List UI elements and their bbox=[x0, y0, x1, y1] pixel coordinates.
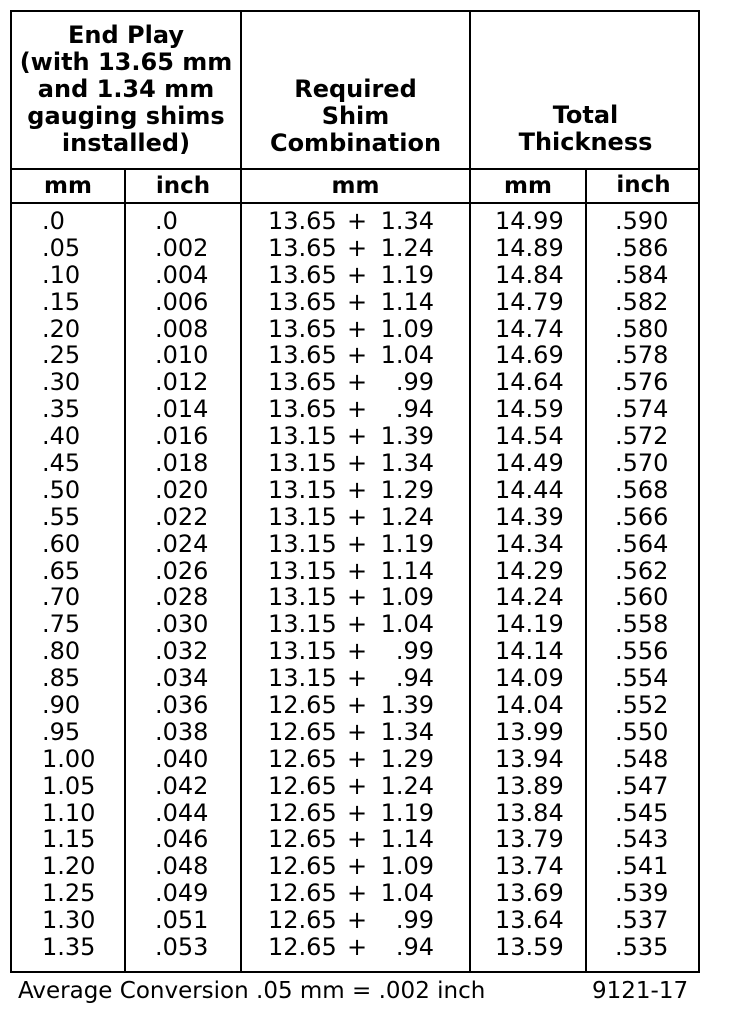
plus-sign: + bbox=[346, 422, 368, 451]
shim-b-value: 1.09 bbox=[380, 852, 434, 881]
total-inch-cell: .543 bbox=[615, 825, 669, 854]
plus-sign: + bbox=[346, 610, 368, 639]
shim-a-value: 13.15 bbox=[268, 664, 337, 693]
end-play-inch-cell: .040 bbox=[155, 744, 209, 773]
shim-a-value: 12.65 bbox=[268, 771, 337, 800]
end-play-mm-cell: .35 bbox=[42, 395, 81, 424]
shim-b-value: 1.24 bbox=[380, 233, 434, 262]
shim-a-value: 13.65 bbox=[268, 341, 337, 370]
total-inch-cell: .584 bbox=[615, 260, 669, 289]
total-inch-cell: .535 bbox=[615, 933, 669, 962]
end-play-mm-cell: .05 bbox=[42, 233, 81, 262]
plus-sign: + bbox=[346, 287, 368, 316]
end-play-mm-cell: 1.00 bbox=[42, 744, 96, 773]
end-play-mm-cell: .80 bbox=[42, 637, 81, 666]
total-inch-cell: .570 bbox=[615, 449, 669, 478]
column-end-play-mm bbox=[30, 208, 112, 961]
end-play-inch-cell: .032 bbox=[155, 637, 209, 666]
plus-sign: + bbox=[346, 341, 368, 370]
end-play-mm-cell: .75 bbox=[42, 610, 81, 639]
shim-combination-cell bbox=[268, 638, 448, 665]
header-end-play-line: and 1.34 mm bbox=[37, 75, 215, 103]
shim-a-value: 13.65 bbox=[268, 207, 337, 235]
shim-combination-cell bbox=[268, 934, 448, 961]
plus-sign: + bbox=[346, 583, 368, 612]
total-mm-cell: 13.69 bbox=[495, 879, 564, 908]
subheader-total-inch: inch bbox=[616, 172, 671, 198]
end-play-inch-cell: .036 bbox=[155, 691, 209, 720]
shim-b-value: 1.04 bbox=[380, 610, 434, 639]
shim-combination-cell bbox=[268, 719, 448, 746]
col-divider-4 bbox=[585, 170, 587, 973]
total-inch-cell: .580 bbox=[615, 314, 669, 343]
plus-sign: + bbox=[346, 933, 368, 962]
shim-combination-cell bbox=[268, 504, 448, 531]
header-total-line: Thickness bbox=[518, 128, 653, 156]
shim-combination-cell bbox=[268, 208, 448, 235]
shim-a-value: 13.15 bbox=[268, 449, 337, 478]
header-end-play-line: End Play bbox=[68, 21, 184, 49]
shim-combination-cell bbox=[268, 746, 448, 773]
end-play-mm-cell: .65 bbox=[42, 556, 81, 585]
plus-sign: + bbox=[346, 449, 368, 478]
end-play-inch-cell: .053 bbox=[155, 933, 209, 962]
header-end-play bbox=[12, 22, 240, 157]
shim-b-value: .99 bbox=[395, 906, 434, 935]
header-total-line: Total bbox=[552, 101, 619, 129]
total-mm-cell: 14.64 bbox=[495, 368, 564, 397]
column-total-inch bbox=[615, 208, 685, 961]
shim-b-value: 1.34 bbox=[380, 449, 434, 478]
shim-a-value: 12.65 bbox=[268, 933, 337, 962]
shim-b-value: 1.04 bbox=[380, 341, 434, 370]
end-play-mm-cell: .60 bbox=[42, 529, 81, 558]
total-mm-cell: 13.84 bbox=[495, 798, 564, 827]
end-play-mm-cell: 1.35 bbox=[42, 933, 96, 962]
shim-a-value: 13.15 bbox=[268, 610, 337, 639]
end-play-mm-cell: 1.25 bbox=[42, 879, 96, 908]
plus-sign: + bbox=[346, 529, 368, 558]
end-play-inch-cell: .042 bbox=[155, 771, 209, 800]
subheader-shim-mm: mm bbox=[331, 173, 380, 199]
shim-b-value: 1.39 bbox=[380, 422, 434, 451]
shim-a-value: 12.65 bbox=[268, 744, 337, 773]
plus-sign: + bbox=[346, 395, 368, 424]
plus-sign: + bbox=[346, 906, 368, 935]
total-mm-cell: 14.99 bbox=[495, 207, 564, 235]
total-mm-cell: 13.74 bbox=[495, 852, 564, 881]
end-play-inch-cell: .024 bbox=[155, 529, 209, 558]
subheader-end-mm: mm bbox=[44, 173, 92, 199]
end-play-inch-cell: .044 bbox=[155, 798, 209, 827]
total-inch-cell: .562 bbox=[615, 556, 669, 585]
end-play-mm-cell: .50 bbox=[42, 475, 81, 504]
column-shim-combination bbox=[268, 208, 448, 961]
end-play-inch-cell: .022 bbox=[155, 502, 209, 531]
shim-a-value: 13.65 bbox=[268, 314, 337, 343]
header-required-shim bbox=[242, 76, 469, 157]
end-play-mm-cell: .95 bbox=[42, 717, 81, 746]
plus-sign: + bbox=[346, 691, 368, 720]
end-play-inch-cell: .0 bbox=[155, 207, 178, 235]
plus-sign: + bbox=[346, 207, 368, 235]
total-mm-cell: 13.64 bbox=[495, 906, 564, 935]
shim-a-value: 12.65 bbox=[268, 825, 337, 854]
total-mm-cell: 14.44 bbox=[495, 475, 564, 504]
end-play-inch-cell: .049 bbox=[155, 879, 209, 908]
shim-b-value: 1.09 bbox=[380, 583, 434, 612]
shim-b-value: 1.09 bbox=[380, 314, 434, 343]
total-inch-cell: .560 bbox=[615, 583, 669, 612]
shim-combination-cell bbox=[268, 316, 448, 343]
subheader-total-mm: mm bbox=[504, 173, 552, 199]
end-play-mm-cell: .20 bbox=[42, 314, 81, 343]
shim-combination-cell bbox=[268, 396, 448, 423]
total-mm-cell: 14.04 bbox=[495, 691, 564, 720]
shim-b-value: 1.19 bbox=[380, 260, 434, 289]
total-inch-cell: .564 bbox=[615, 529, 669, 558]
end-play-mm-cell: .45 bbox=[42, 449, 81, 478]
total-inch-cell: .576 bbox=[615, 368, 669, 397]
shim-combination-cell bbox=[268, 289, 448, 316]
end-play-inch-cell: .038 bbox=[155, 717, 209, 746]
total-inch-cell: .548 bbox=[615, 744, 669, 773]
shim-combination-cell bbox=[268, 558, 448, 585]
plus-sign: + bbox=[346, 502, 368, 531]
total-mm-cell: 14.19 bbox=[495, 610, 564, 639]
end-play-mm-cell: .90 bbox=[42, 691, 81, 720]
plus-sign: + bbox=[346, 717, 368, 746]
shim-combination-cell bbox=[268, 907, 448, 934]
total-mm-cell: 14.14 bbox=[495, 637, 564, 666]
plus-sign: + bbox=[346, 879, 368, 908]
end-play-inch-cell: .028 bbox=[155, 583, 209, 612]
end-play-inch-cell: .010 bbox=[155, 341, 209, 370]
total-mm-cell: 14.84 bbox=[495, 260, 564, 289]
total-inch-cell: .568 bbox=[615, 475, 669, 504]
total-inch-cell: .539 bbox=[615, 879, 669, 908]
end-play-mm-cell: .30 bbox=[42, 368, 81, 397]
shim-b-value: 1.34 bbox=[380, 717, 434, 746]
header-required-line: Combination bbox=[269, 129, 442, 157]
end-play-mm-cell: 1.30 bbox=[42, 906, 96, 935]
shim-combination-cell bbox=[268, 880, 448, 907]
plus-sign: + bbox=[346, 233, 368, 262]
total-inch-cell: .558 bbox=[615, 610, 669, 639]
end-play-inch-cell: .034 bbox=[155, 664, 209, 693]
shim-b-value: 1.24 bbox=[380, 502, 434, 531]
plus-sign: + bbox=[346, 744, 368, 773]
shim-a-value: 13.15 bbox=[268, 502, 337, 531]
total-inch-cell: .541 bbox=[615, 852, 669, 881]
shim-a-value: 12.65 bbox=[268, 906, 337, 935]
end-play-mm-cell: .70 bbox=[42, 583, 81, 612]
end-play-inch-cell: .014 bbox=[155, 395, 209, 424]
total-mm-cell: 14.74 bbox=[495, 314, 564, 343]
end-play-mm-cell: .10 bbox=[42, 260, 81, 289]
shim-a-value: 12.65 bbox=[268, 717, 337, 746]
shim-b-value: .94 bbox=[395, 395, 434, 424]
shim-a-value: 13.65 bbox=[268, 233, 337, 262]
total-inch-cell: .566 bbox=[615, 502, 669, 531]
total-mm-cell: 13.79 bbox=[495, 825, 564, 854]
total-inch-cell: .572 bbox=[615, 422, 669, 451]
shim-a-value: 13.15 bbox=[268, 529, 337, 558]
plus-sign: + bbox=[346, 825, 368, 854]
col-divider-1 bbox=[124, 170, 126, 973]
header-total-thickness bbox=[471, 102, 700, 156]
plus-sign: + bbox=[346, 664, 368, 693]
shim-combination-cell bbox=[268, 477, 448, 504]
shim-a-value: 13.15 bbox=[268, 556, 337, 585]
end-play-inch-cell: .006 bbox=[155, 287, 209, 316]
header-required-line: Shim bbox=[321, 102, 390, 130]
total-mm-cell: 14.24 bbox=[495, 583, 564, 612]
total-inch-cell: .552 bbox=[615, 691, 669, 720]
total-mm-cell: 14.69 bbox=[495, 341, 564, 370]
shim-a-value: 12.65 bbox=[268, 879, 337, 908]
total-mm-cell: 14.89 bbox=[495, 233, 564, 262]
end-play-inch-cell: .026 bbox=[155, 556, 209, 585]
plus-sign: + bbox=[346, 314, 368, 343]
plus-sign: + bbox=[346, 556, 368, 585]
end-play-inch-cell: .020 bbox=[155, 475, 209, 504]
header-required-line: Required bbox=[294, 75, 417, 103]
header-end-play-line: (with 13.65 mm bbox=[19, 48, 233, 76]
subheader-end-inch: inch bbox=[155, 173, 211, 199]
shim-a-value: 13.15 bbox=[268, 637, 337, 666]
shim-b-value: 1.19 bbox=[380, 798, 434, 827]
column-total-mm bbox=[495, 208, 575, 961]
end-play-mm-cell: .40 bbox=[42, 422, 81, 451]
subheader-divider bbox=[10, 202, 700, 204]
shim-a-value: 12.65 bbox=[268, 852, 337, 881]
end-play-inch-cell: .008 bbox=[155, 314, 209, 343]
total-inch-cell: .547 bbox=[615, 771, 669, 800]
shim-b-value: 1.29 bbox=[380, 744, 434, 773]
plus-sign: + bbox=[346, 368, 368, 397]
shim-b-value: 1.04 bbox=[380, 879, 434, 908]
shim-b-value: 1.29 bbox=[380, 475, 434, 504]
header-end-play-line: installed) bbox=[61, 129, 191, 157]
header-end-play-line: gauging shims bbox=[27, 102, 225, 130]
total-mm-cell: 13.59 bbox=[495, 933, 564, 962]
end-play-mm-cell: 1.10 bbox=[42, 798, 96, 827]
total-mm-cell: 13.94 bbox=[495, 744, 564, 773]
total-mm-cell: 14.79 bbox=[495, 287, 564, 316]
end-play-inch-cell: .030 bbox=[155, 610, 209, 639]
total-inch-cell: .582 bbox=[615, 287, 669, 316]
shim-a-value: 13.15 bbox=[268, 422, 337, 451]
total-mm-cell: 13.89 bbox=[495, 771, 564, 800]
total-inch-cell: .590 bbox=[615, 207, 669, 235]
plus-sign: + bbox=[346, 798, 368, 827]
figure-id: 9121-17 bbox=[592, 978, 689, 1004]
shim-b-value: 1.39 bbox=[380, 691, 434, 720]
shim-combination-cell bbox=[268, 262, 448, 289]
end-play-inch-cell: .002 bbox=[155, 233, 209, 262]
shim-b-value: .99 bbox=[395, 368, 434, 397]
end-play-mm-cell: 1.05 bbox=[42, 771, 96, 800]
shim-b-value: 1.24 bbox=[380, 771, 434, 800]
shim-combination-cell bbox=[268, 692, 448, 719]
shim-combination-cell bbox=[268, 853, 448, 880]
total-inch-cell: .537 bbox=[615, 906, 669, 935]
total-inch-cell: .556 bbox=[615, 637, 669, 666]
shim-a-value: 12.65 bbox=[268, 798, 337, 827]
shim-combination-cell bbox=[268, 342, 448, 369]
plus-sign: + bbox=[346, 771, 368, 800]
end-play-inch-cell: .048 bbox=[155, 852, 209, 881]
shim-combination-cell bbox=[268, 611, 448, 638]
shim-a-value: 13.65 bbox=[268, 395, 337, 424]
end-play-inch-cell: .018 bbox=[155, 449, 209, 478]
shim-combination-cell bbox=[268, 584, 448, 611]
shim-a-value: 13.15 bbox=[268, 475, 337, 504]
shim-b-value: 1.14 bbox=[380, 825, 434, 854]
shim-combination-cell bbox=[268, 450, 448, 477]
shim-a-value: 13.65 bbox=[268, 368, 337, 397]
shim-b-value: 1.34 bbox=[380, 207, 434, 235]
end-play-mm-cell: .55 bbox=[42, 502, 81, 531]
total-mm-cell: 14.59 bbox=[495, 395, 564, 424]
shim-combination-cell bbox=[268, 773, 448, 800]
end-play-inch-cell: .012 bbox=[155, 368, 209, 397]
conversion-note: Average Conversion .05 mm = .002 inch bbox=[18, 978, 486, 1004]
total-mm-cell: 14.34 bbox=[495, 529, 564, 558]
end-play-inch-cell: .051 bbox=[155, 906, 209, 935]
shim-combination-cell bbox=[268, 531, 448, 558]
shim-combination-cell bbox=[268, 369, 448, 396]
total-inch-cell: .545 bbox=[615, 798, 669, 827]
end-play-mm-cell: .85 bbox=[42, 664, 81, 693]
end-play-mm-cell: 1.15 bbox=[42, 825, 96, 854]
shim-b-value: 1.14 bbox=[380, 287, 434, 316]
shim-b-value: 1.19 bbox=[380, 529, 434, 558]
shim-b-value: .94 bbox=[395, 933, 434, 962]
shim-b-value: 1.14 bbox=[380, 556, 434, 585]
shim-b-value: .94 bbox=[395, 664, 434, 693]
plus-sign: + bbox=[346, 852, 368, 881]
end-play-mm-cell: .15 bbox=[42, 287, 81, 316]
end-play-inch-cell: .016 bbox=[155, 422, 209, 451]
total-mm-cell: 14.54 bbox=[495, 422, 564, 451]
shim-combination-cell bbox=[268, 423, 448, 450]
total-inch-cell: .554 bbox=[615, 664, 669, 693]
shim-combination-cell bbox=[268, 665, 448, 692]
column-end-play-inch bbox=[155, 208, 225, 961]
end-play-inch-cell: .004 bbox=[155, 260, 209, 289]
total-inch-cell: .550 bbox=[615, 717, 669, 746]
shim-combination-cell bbox=[268, 800, 448, 827]
shim-a-value: 13.15 bbox=[268, 583, 337, 612]
total-inch-cell: .578 bbox=[615, 341, 669, 370]
plus-sign: + bbox=[346, 475, 368, 504]
total-mm-cell: 14.29 bbox=[495, 556, 564, 585]
end-play-mm-cell: .0 bbox=[42, 207, 65, 235]
total-mm-cell: 14.49 bbox=[495, 449, 564, 478]
plus-sign: + bbox=[346, 637, 368, 666]
total-inch-cell: .586 bbox=[615, 233, 669, 262]
shim-a-value: 13.65 bbox=[268, 287, 337, 316]
end-play-mm-cell: .25 bbox=[42, 341, 81, 370]
end-play-mm-cell: 1.20 bbox=[42, 852, 96, 881]
shim-b-value: .99 bbox=[395, 637, 434, 666]
shim-a-value: 12.65 bbox=[268, 691, 337, 720]
end-play-inch-cell: .046 bbox=[155, 825, 209, 854]
shim-a-value: 13.65 bbox=[268, 260, 337, 289]
total-mm-cell: 14.39 bbox=[495, 502, 564, 531]
shim-combination-cell bbox=[268, 826, 448, 853]
total-mm-cell: 13.99 bbox=[495, 717, 564, 746]
total-inch-cell: .574 bbox=[615, 395, 669, 424]
total-mm-cell: 14.09 bbox=[495, 664, 564, 693]
plus-sign: + bbox=[346, 260, 368, 289]
shim-combination-cell bbox=[268, 235, 448, 262]
